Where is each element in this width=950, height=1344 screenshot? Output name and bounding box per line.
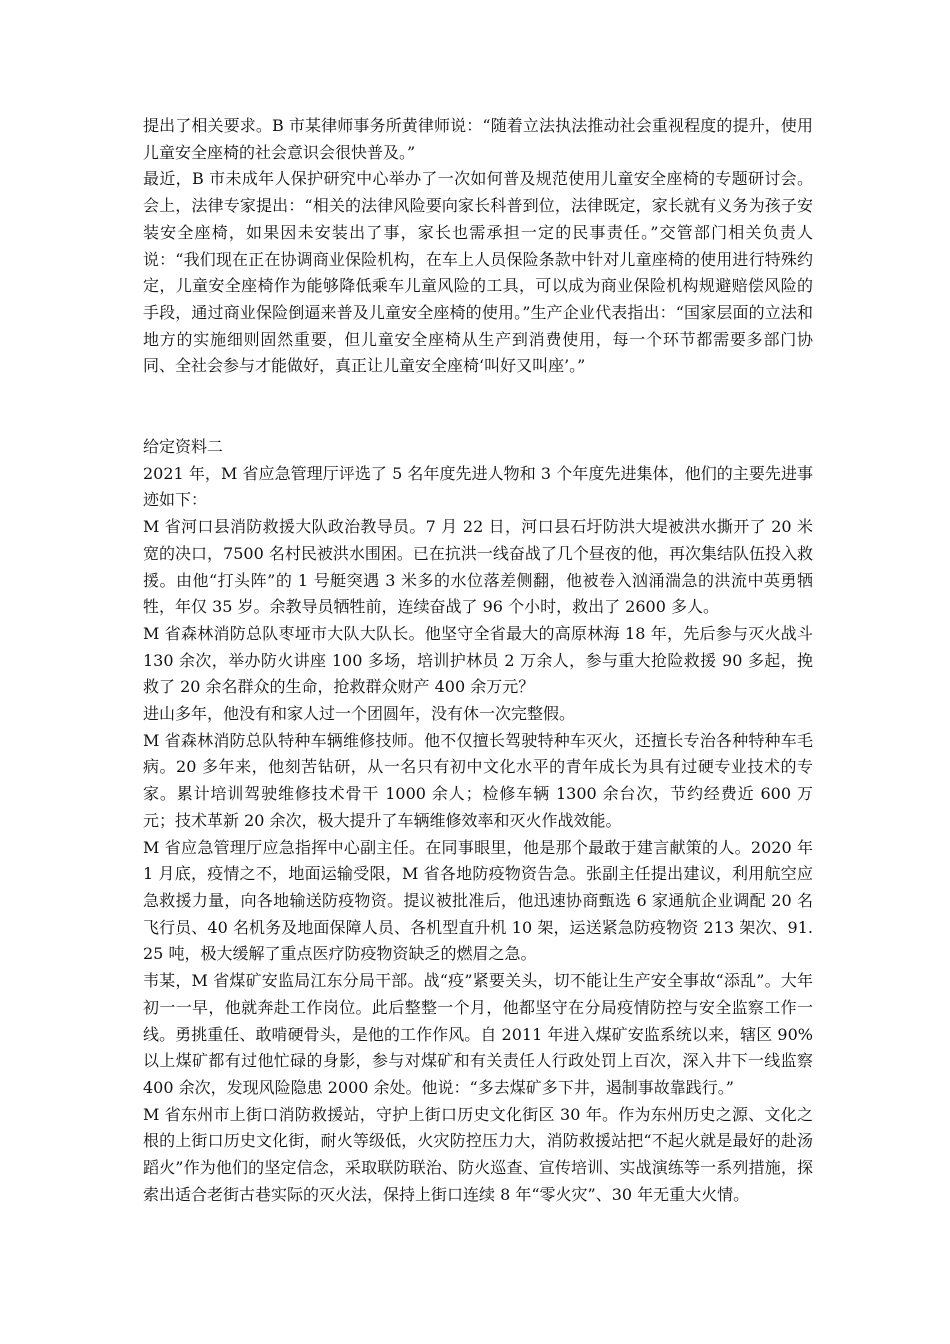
section-divider-space <box>143 380 813 434</box>
paragraph-command-deputy: M 省应急管理厅应急指挥中心副主任。在同事眼里，他是那个最敢于建言献策的人。2020 年 1 月底，疫情之不，地面运输受限，M 省各地防疫物资告急。张副主任提出建议，利用航空应急救援力量，向各地输送防疫物资。提议被批准后，他迅速协商甄选 6 家通航企业调配 20 名飞行员、40 名机务及地面保障人员、各机型直升机 10 架，运送紧急防疫物资 213 架次、91.25 吨，极大缓解了重点医疗防疫物资缺乏的燃眉之急。 <box>143 837 813 964</box>
section-heading: 给定资料二 <box>143 437 224 457</box>
paragraph-fire-station: M 省东州市上街口消防救援站，守护上街口历史文化街区 30 年。作为东州历史之源、文化之根的上街口历史文化街，耐火等级低，火灾防控压力大，消防救援站把“不起火就是最好的赴汤蹈火”作为他们的坚定信念，采取联防联治、防火巡查、宣传培训、实战演练等一系列措施，探索出适合老街古巷实际的灭火法，保持上街口连续 8 年“零火灾”、30 年无重大火情。 <box>143 1104 813 1204</box>
paragraph-coal-inspector: 韦某，M 省煤矿安监局江东分局干部。战“疫”紧要关头，切不能让生产安全事故“添乱”。大年初一一早，他就奔赴工作岗位。此后整整一个月，他都坚守在分局疫情防控与安全监察工作一线。勇挑重任、敢啃硬骨头，是他的工作作风。自 2011 年进入煤矿安监系统以来，辖区 90%以上煤矿都有过他忙碌的身影，参与对煤矿和有关责任人行政处罚上百次，深入井下一线监察 400 余次，发现风险隐患 2000 余处。他说：“多去煤矿多下井，遏制事故靠践行。” <box>143 971 813 1097</box>
paragraph-intro: 2021 年，M 省应急管理厅评选了 5 名年度先进人物和 3 个年度先进集体，他们的主要先进事迹如下： <box>143 463 813 510</box>
paragraph-seminar: 最近，B 市未成年人保护研究中心举办了一次如何普及规范使用儿童安全座椅的专题研讨会。会上，法律专家提出：“相关的法律风险要向家长科普到位，法律既定，家长就有义务为孩子安装安全座椅，如果因未安装出了事，家长也需承担一定的民事责任。”交管部门相关负责人说：“我们现在正在协调商业保险机构，在车上人员保险条款中针对儿童座椅的使用进行特殊约定，儿童安全座椅作为能够降低乘车儿童风险的工具，可以成为商业保险机构规避赔偿风险的手段，通过商业保险倒逼来普及儿童安全座椅的使用。”生产企业代表指出：“国家层面的立法和地方的实施细则固然重要，但儿童安全座椅从生产到消费使用，每一个环节都需要多部门协同、全社会参与才能做好，真正让儿童安全座椅‘叫好又叫座’。” <box>143 169 813 376</box>
document-page <box>143 113 813 1208</box>
paragraph-hekou-instructor: M 省河口县消防救援大队政治教导员。7 月 22 日，河口县石圩防洪大堤被洪水撕开了 20 米宽的决口，7500 名村民被洪水围困。已在抗洪一线奋战了几个昼夜的他，再次集结队伍投入救援。由他“打头阵”的 1 号艇突遇 3 米多的水位落差侧翻，他被卷入汹涌湍急的洪流中英勇牺牲，年仅 35 岁。余教导员牺牲前，连续奋战了 96 个小时，救出了 2600 多人。 <box>143 517 813 617</box>
paragraph-vehicle-technician: M 省森林消防总队特种车辆维修技师。他不仅擅长驾驶特种车灭火，还擅长专治各种特种车毛病。20 多年来，他刻苦钻研，从一名只有初中文化水平的青年成长为具有过硬专业技术的专家。累计培训驾驶维修技术骨干 1000 余人；检修车辆 1300 余台次，节约经费近 600 万元；技术革新 20 余次，极大提升了车辆维修效率和灭火作战效能。 <box>143 730 813 830</box>
paragraph-forest-captain: M 省森林消防总队枣垭市大队大队长。他坚守全省最大的高原林海 18 年，先后参与灭火战斗 130 余次，举办防火讲座 100 多场，培训护林员 2 万余人，参与重大抢险救援 90 多起，挽救了 20 余名群众的生命，抢救群众财产 400 余万元？ <box>143 623 813 697</box>
paragraph-lawyer-quote: 提出了相关要求。B 市某律师事务所黄律师说：“随着立法执法推动社会重视程度的提升，使用儿童安全座椅的社会意识会很快普及。” <box>143 116 813 162</box>
paragraph-forest-captain-family: 进山多年，他没有和家人过一个团圆年，没有休一次完整假。 <box>143 704 576 724</box>
